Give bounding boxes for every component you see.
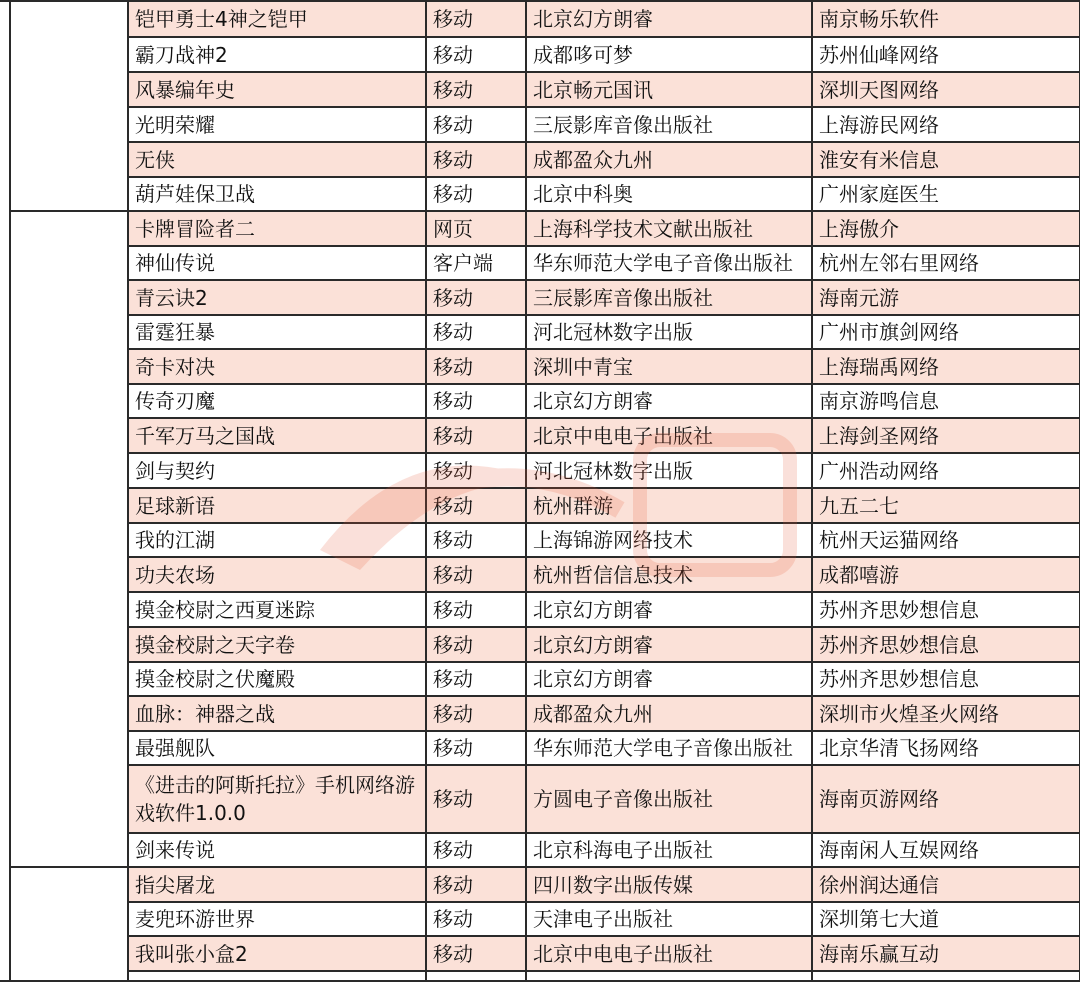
operator-cell: 南京畅乐软件 <box>812 1 1080 37</box>
operator-cell: 海南页游网络 <box>812 765 1080 833</box>
operator-cell: 深圳天图网络 <box>812 72 1080 107</box>
operator-cell: 淮安有米信息 <box>812 142 1080 177</box>
platform-cell: 移动 <box>426 833 526 867</box>
left-edge-column <box>0 1 10 981</box>
platform-cell: 客户端 <box>426 246 526 280</box>
table-row <box>0 662 1080 696</box>
table-row <box>0 902 1080 936</box>
platform-cell: 移动 <box>426 936 526 971</box>
table-row <box>0 72 1080 107</box>
publisher-cell: 北京幻方朗睿 <box>526 662 812 696</box>
table-row <box>0 107 1080 142</box>
game-name-cell: 血脉：神器之战 <box>128 696 426 731</box>
table-row <box>0 211 1080 246</box>
game-name-cell: 摸金校尉之天字卷 <box>128 627 426 662</box>
platform-cell: 移动 <box>426 765 526 833</box>
group-cell <box>10 211 128 867</box>
operator-cell: 南京游鸣信息 <box>812 384 1080 418</box>
operator-cell: 上海剑圣网络 <box>812 418 1080 453</box>
game-name-cell: 指尖屠龙 <box>128 867 426 902</box>
table-row <box>0 246 1080 280</box>
publisher-cell: 杭州群游 <box>526 488 812 523</box>
table-row <box>0 488 1080 523</box>
platform-cell: 移动 <box>426 453 526 488</box>
operator-cell: 北京华清飞扬网络 <box>812 731 1080 765</box>
game-name-cell: 剑与契约 <box>128 453 426 488</box>
operator-cell: 杭州天运猫网络 <box>812 523 1080 557</box>
table-row <box>0 627 1080 662</box>
publisher-cell: 北京幻方朗睿 <box>526 384 812 418</box>
platform-cell: 移动 <box>426 662 526 696</box>
publisher-cell: 河北冠林数字出版 <box>526 453 812 488</box>
game-name-cell: 青云诀2 <box>128 280 426 315</box>
game-name-cell: 《进击的阿斯托拉》手机网络游戏软件1.0.0 <box>128 765 426 833</box>
publisher-cell: 三辰影库音像出版社 <box>526 280 812 315</box>
game-name-cell: 奇卡对决 <box>128 349 426 384</box>
platform-cell: 移动 <box>426 280 526 315</box>
publisher-cell: 河北冠林数字出版 <box>526 315 812 349</box>
platform-cell: 移动 <box>426 418 526 453</box>
publisher-cell: 成都哆可梦 <box>526 37 812 72</box>
platform-cell: 移动 <box>426 731 526 765</box>
game-name-cell: 无侠 <box>128 142 426 177</box>
game-name-cell: 剑来传说 <box>128 833 426 867</box>
platform-cell: 移动 <box>426 384 526 418</box>
publisher-cell: 深圳中青宝 <box>526 349 812 384</box>
publisher-cell: 上海科学技术文献出版社 <box>526 211 812 246</box>
table-row <box>0 592 1080 627</box>
operator-cell: 苏州齐思妙想信息 <box>812 592 1080 627</box>
platform-cell: 移动 <box>426 177 526 211</box>
game-name-cell: 霸刀战神2 <box>128 37 426 72</box>
operator-cell: 上海瑞禹网络 <box>812 349 1080 384</box>
table-row <box>0 523 1080 557</box>
game-name-cell: 千军万马之国战 <box>128 418 426 453</box>
publisher-cell: 北京畅元国讯 <box>526 72 812 107</box>
game-name-cell: 功夫农场 <box>128 557 426 592</box>
table-row <box>0 349 1080 384</box>
publisher-cell: 四川数字出版传媒 <box>526 867 812 902</box>
platform-cell: 移动 <box>426 349 526 384</box>
operator-cell: 上海游民网络 <box>812 107 1080 142</box>
operator-cell: 成都嘻游 <box>812 557 1080 592</box>
game-name-cell: 雷霆狂暴 <box>128 315 426 349</box>
platform-cell: 移动 <box>426 902 526 936</box>
table-row <box>0 936 1080 971</box>
operator-cell: 苏州仙峰网络 <box>812 37 1080 72</box>
table-row <box>0 1 1080 37</box>
table-row <box>0 142 1080 177</box>
table-row <box>0 867 1080 902</box>
game-name-cell: 我的江湖 <box>128 523 426 557</box>
platform-cell: 移动 <box>426 696 526 731</box>
platform-cell: 移动 <box>426 142 526 177</box>
operator-cell: 上海傲介 <box>812 211 1080 246</box>
group-cell <box>10 867 128 981</box>
platform-cell: 移动 <box>426 488 526 523</box>
table-row <box>0 833 1080 867</box>
table-row <box>0 696 1080 731</box>
platform-cell: 移动 <box>426 557 526 592</box>
game-name-cell: 最强舰队 <box>128 731 426 765</box>
publisher-cell: 北京幻方朗睿 <box>526 1 812 37</box>
game-name-cell: 摸金校尉之伏魔殿 <box>128 662 426 696</box>
operator-cell: 广州市旗剑网络 <box>812 315 1080 349</box>
operator-cell: 杭州左邻右里网络 <box>812 246 1080 280</box>
platform-cell: 移动 <box>426 867 526 902</box>
table-row <box>0 280 1080 315</box>
table-row <box>0 315 1080 349</box>
game-name-cell: 葫芦娃保卫战 <box>128 177 426 211</box>
game-name-cell: 摸金校尉之西夏迷踪 <box>128 592 426 627</box>
game-name-cell: 光明荣耀 <box>128 107 426 142</box>
operator-cell: 广州家庭医生 <box>812 177 1080 211</box>
operator-cell: 深圳市火煌圣火网络 <box>812 696 1080 731</box>
game-name-cell: 风暴编年史 <box>128 72 426 107</box>
publisher-cell: 天津电子出版社 <box>526 902 812 936</box>
publisher-cell: 上海锦游网络技术 <box>526 523 812 557</box>
operator-cell: 广州浩动网络 <box>812 453 1080 488</box>
game-name-cell: 传奇刃魔 <box>128 384 426 418</box>
operator-cell: 海南元游 <box>812 280 1080 315</box>
publisher-cell: 成都盈众九州 <box>526 696 812 731</box>
table-row <box>0 37 1080 72</box>
game-name-cell: 麦兜环游世界 <box>128 902 426 936</box>
operator-cell: 九五二七 <box>812 488 1080 523</box>
operator-cell: 苏州齐思妙想信息 <box>812 662 1080 696</box>
group-cell <box>10 1 128 211</box>
platform-cell: 移动 <box>426 315 526 349</box>
game-name-cell: 铠甲勇士4神之铠甲 <box>128 1 426 37</box>
game-name-cell: 足球新语 <box>128 488 426 523</box>
platform-cell: 移动 <box>426 1 526 37</box>
platform-cell: 移动 <box>426 523 526 557</box>
publisher-cell: 方圆电子音像出版社 <box>526 765 812 833</box>
operator-cell: 徐州润达通信 <box>812 867 1080 902</box>
publisher-cell: 成都盈众九州 <box>526 142 812 177</box>
table-row <box>0 765 1080 833</box>
operator-cell: 海南乐赢互动 <box>812 936 1080 971</box>
game-name-cell: 卡牌冒险者二 <box>128 211 426 246</box>
table-row <box>0 418 1080 453</box>
publisher-cell: 杭州哲信信息技术 <box>526 557 812 592</box>
publisher-cell: 北京中科奥 <box>526 177 812 211</box>
platform-cell: 网页 <box>426 211 526 246</box>
game-name-cell: 神仙传说 <box>128 246 426 280</box>
table-row <box>0 177 1080 211</box>
publisher-cell: 三辰影库音像出版社 <box>526 107 812 142</box>
platform-cell: 移动 <box>426 592 526 627</box>
publisher-cell: 北京科海电子出版社 <box>526 833 812 867</box>
game-name-cell: 我叫张小盒2 <box>128 936 426 971</box>
publisher-cell: 北京幻方朗睿 <box>526 627 812 662</box>
platform-cell: 移动 <box>426 37 526 72</box>
publisher-cell: 北京中电电子出版社 <box>526 418 812 453</box>
operator-cell: 海南闲人互娱网络 <box>812 833 1080 867</box>
table-row <box>0 384 1080 418</box>
publisher-cell: 北京幻方朗睿 <box>526 592 812 627</box>
operator-cell: 深圳第七大道 <box>812 902 1080 936</box>
table-row <box>0 731 1080 765</box>
operator-cell: 苏州齐思妙想信息 <box>812 627 1080 662</box>
platform-cell: 移动 <box>426 72 526 107</box>
publisher-cell: 华东师范大学电子音像出版社 <box>526 246 812 280</box>
platform-cell: 移动 <box>426 107 526 142</box>
publisher-cell: 北京中电电子出版社 <box>526 936 812 971</box>
table-row <box>0 453 1080 488</box>
platform-cell: 移动 <box>426 627 526 662</box>
publisher-cell: 华东师范大学电子音像出版社 <box>526 731 812 765</box>
table-row <box>0 557 1080 592</box>
